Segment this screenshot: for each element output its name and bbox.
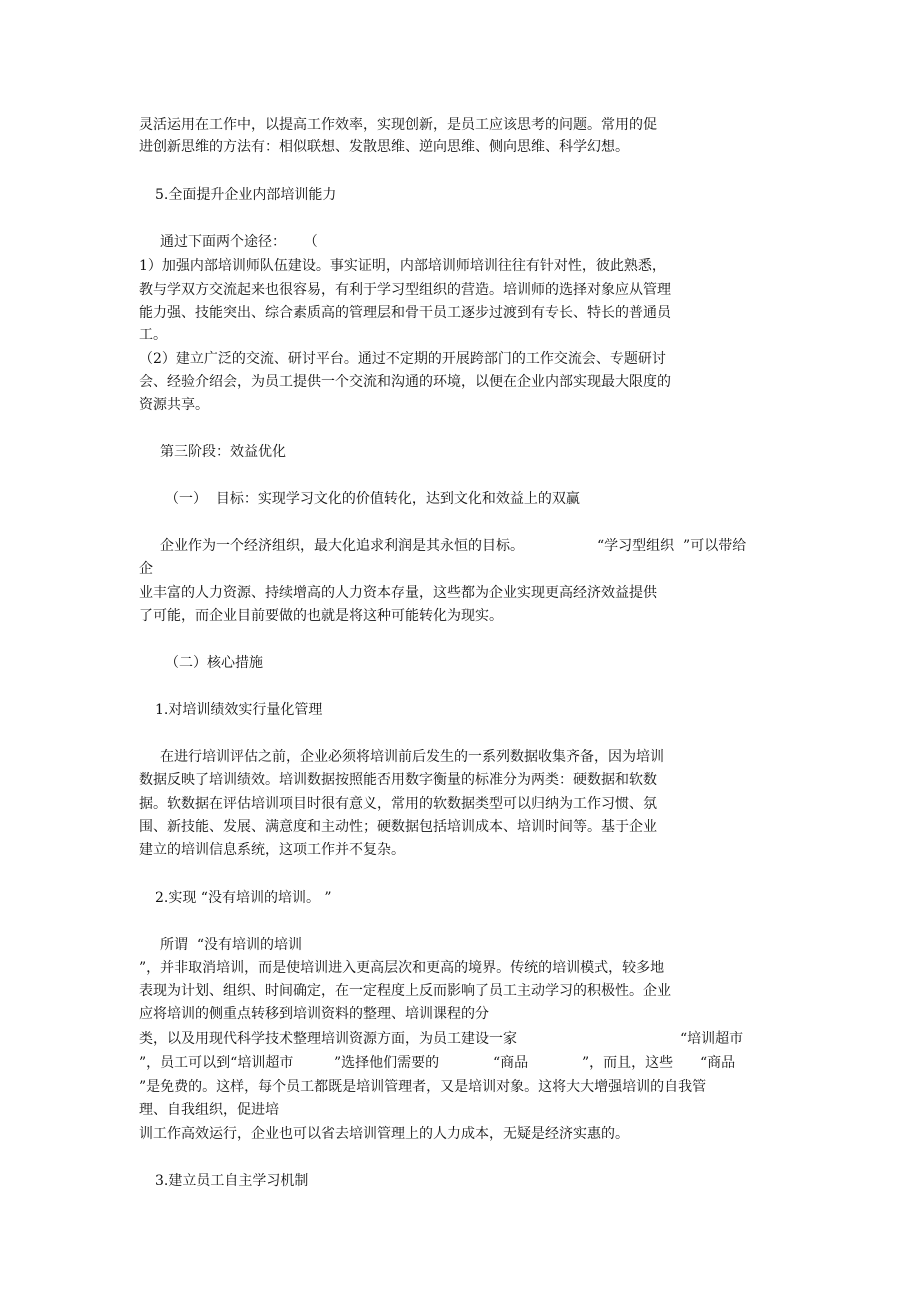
paragraph-line: 了可能，而企业目前要做的也就是将这种可能转化为现实。	[139, 608, 503, 624]
paragraph-line: 数据反映了培训绩效。培训数据按照能否用数字衡量的标准分为两类：硬数据和软数	[139, 772, 657, 788]
paragraph-line: ”选择他们需要的	[334, 1055, 440, 1071]
paragraph-line: 理、自我组织，促进培	[139, 1102, 279, 1118]
paragraph-line: 能力强、技能突出、综合素质高的管理层和骨干员工逐步过渡到有专长、特长的普通员	[139, 305, 671, 321]
paragraph-line: “学习型组织 ”可以带给	[597, 538, 747, 554]
paragraph-line: “商品	[493, 1055, 529, 1071]
paragraph-line: 进创新思维的方法有：相似联想、发散思维、逆向思维、侧向思维、科学幻想。	[139, 139, 629, 155]
paragraph-line: 工。	[139, 327, 167, 343]
paragraph-line: 表现为计划、组织、时间确定，在一定程度上反而影响了员工主动学习的积极性。企业	[139, 983, 671, 999]
section-heading: 5.全面提升企业内部培训能力	[155, 187, 337, 203]
paragraph-line: 应将培训的侧重点转移到培训资料的整理、培训课程的分	[139, 1006, 489, 1022]
paragraph-line: “商品	[700, 1055, 736, 1071]
paragraph-line: ”，员工可以到“培训超市	[139, 1055, 294, 1071]
paragraph-line: “培训超市	[680, 1031, 744, 1047]
paragraph-line: （2）建立广泛的交流、研讨平台。通过不定期的开展跨部门的工作交流会、专题研讨	[139, 351, 666, 367]
paragraph-line: 灵活运用在工作中，以提高工作效率，实现创新，是员工应该思考的问题。常用的促	[139, 117, 657, 133]
subsection-heading: （二）核心措施	[165, 655, 263, 671]
paragraph-line: 所谓 “没有培训的培训	[160, 937, 303, 953]
paragraph-line: 资源共享。	[139, 397, 209, 413]
paragraph-line: 业丰富的人力资源、持续增高的人力资本存量，这些都为企业实现更高经济效益提供	[139, 585, 657, 601]
paragraph-line: ”，并非取消培训，而是使培训进入更高层次和更高的境界。传统的培训模式，较多地	[139, 960, 665, 976]
paragraph-line: 在进行培训评估之前，企业必须将培训前后发生的一系列数据收集齐备，因为培训	[160, 749, 664, 765]
paragraph-line: 通过下面两个途径： （	[160, 234, 318, 250]
stage-heading: 第三阶段：效益优化	[160, 444, 286, 460]
section-heading: 2.实现 “没有培训的培训。 ”	[155, 890, 332, 906]
paragraph-line: 企业作为一个经济组织，最大化追求利润是其永恒的目标。	[160, 538, 524, 554]
subsection-heading: （一） 目标：实现学习文化的价值转化，达到文化和效益上的双赢	[165, 491, 580, 507]
paragraph-line: ”是免费的。这样，每个员工都既是培训管理者，又是培训对象。这将大大增强培训的自我管	[139, 1079, 707, 1095]
paragraph-line: 企	[139, 561, 153, 577]
paragraph-line: 会、经验介绍会，为员工提供一个交流和沟通的环境，以便在企业内部实现最大限度的	[139, 374, 671, 390]
paragraph-line: 训工作高效运行，企业也可以省去培训管理上的人力成本，无疑是经济实惠的。	[139, 1126, 629, 1142]
paragraph-line: 类，以及用现代科学技术整理培训资源方面，为员工建设一家	[139, 1031, 517, 1047]
section-heading: 3.建立员工自主学习机制	[155, 1173, 309, 1189]
paragraph-line: 据。软数据在评估培训项目时很有意义，常用的软数据类型可以归纳为工作习惯、氛	[139, 796, 657, 812]
paragraph-line: 1）加强内部培训师队伍建设。事实证明，内部培训师培训往往有针对性，彼此熟悉，	[139, 258, 666, 274]
paragraph-line: 教与学双方交流起来也很容易，有利于学习型组织的营造。培训师的选择对象应从管理	[139, 282, 671, 298]
paragraph-line: 建立的培训信息系统，这项工作并不复杂。	[139, 842, 405, 858]
section-heading: 1.对培训绩效实行量化管理	[155, 702, 323, 718]
paragraph-line: 围、新技能、发展、满意度和主动性；硬数据包括培训成本、培训时间等。基于企业	[139, 819, 657, 835]
paragraph-line: ”，而且，这些	[582, 1055, 674, 1071]
